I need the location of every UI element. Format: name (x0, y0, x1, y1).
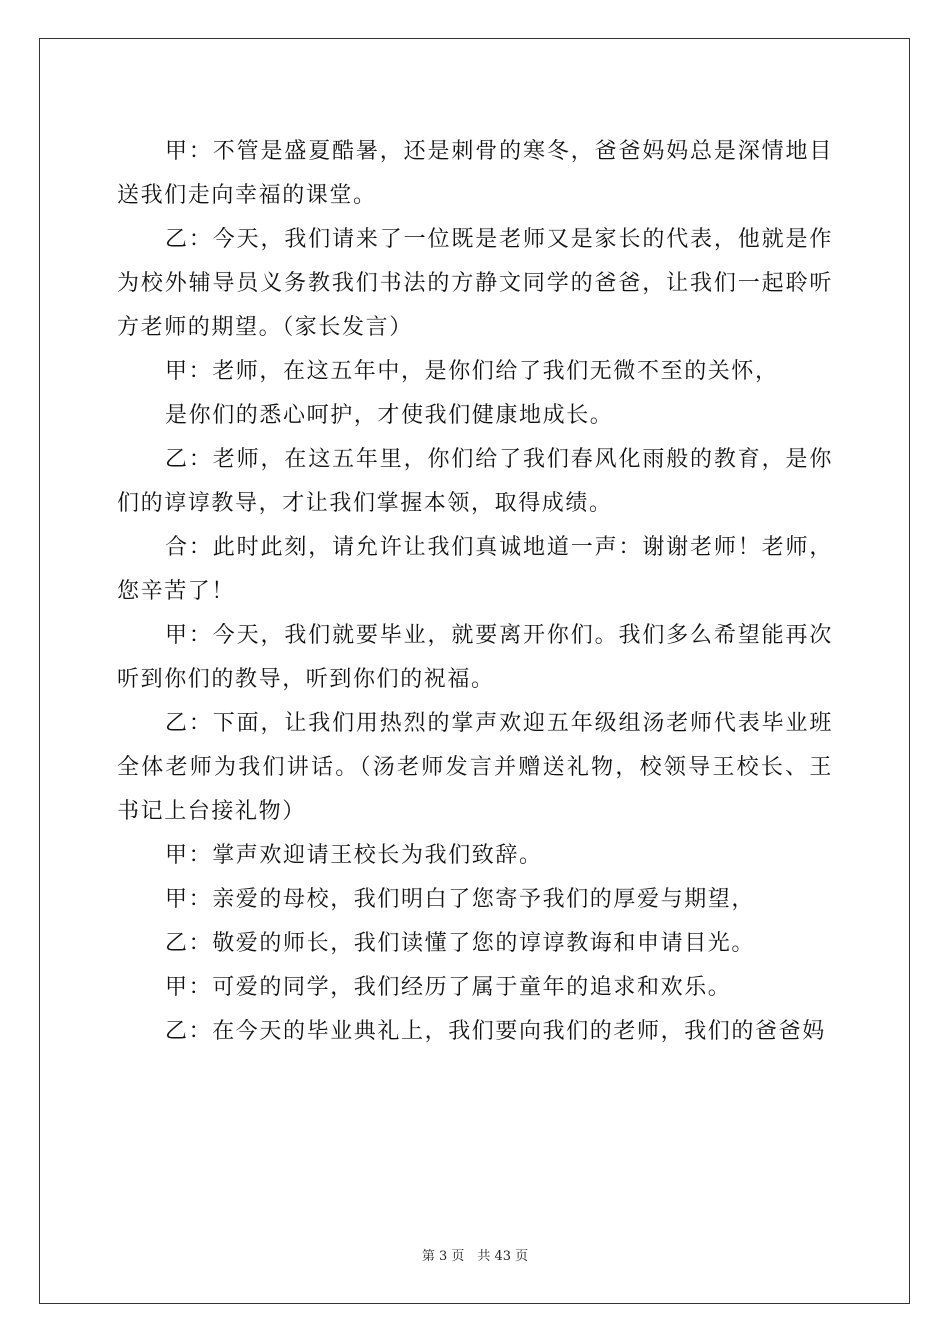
paragraph: 合：此时此刻，请允许让我们真诚地道一声：谢谢老师！老师，您辛苦了！ (117, 535, 833, 604)
paragraph: 甲：老师，在这五年中，是你们给了我们无微不至的关怀， (165, 359, 779, 384)
paragraph: 是你们的悉心呵护，才使我们健康地成长。 (165, 403, 614, 428)
paragraph: 乙：下面，让我们用热烈的掌声欢迎五年级组汤老师代表毕业班全体老师为我们讲话。（汤老师发言并赠送礼物，校领导王校长、王书记上台接礼物） (117, 711, 833, 824)
paragraph: 甲：亲爱的母校，我们明白了您寄予我们的厚爱与期望， (165, 887, 756, 912)
paragraph: 甲：不管是盛夏酷暑，还是刺骨的寒冬，爸爸妈妈总是深情地目送我们走向幸福的课堂。 (117, 139, 833, 208)
paragraph: 甲：掌声欢迎请王校长为我们致辞。 (165, 843, 543, 868)
paragraph: 乙：老师，在这五年里，你们给了我们春风化雨般的教育，是你们的谆谆教导，才让我们掌握本领，取得成绩。 (117, 447, 833, 516)
paragraph: 乙：敬爱的师长，我们读懂了您的谆谆教诲和申请目光。 (165, 931, 756, 956)
paragraph: 甲：今天，我们就要毕业，就要离开你们。我们多么希望能再次听到你们的教导，听到你们的祝福。 (117, 623, 833, 692)
paragraph: 乙：在今天的毕业典礼上，我们要向我们的老师，我们的爸爸妈 (165, 1019, 826, 1044)
document-body (117, 130, 833, 1054)
paragraph: 乙：今天，我们请来了一位既是老师又是家长的代表，他就是作为校外辅导员义务教我们书法的方静文同学的爸爸，让我们一起聆听方老师的期望。（家长发言） (117, 227, 833, 340)
page-number-footer: 第 3 页 共 43 页 (421, 1249, 529, 1264)
paragraph: 甲：可爱的同学，我们经历了属于童年的追求和欢乐。 (165, 975, 732, 1000)
